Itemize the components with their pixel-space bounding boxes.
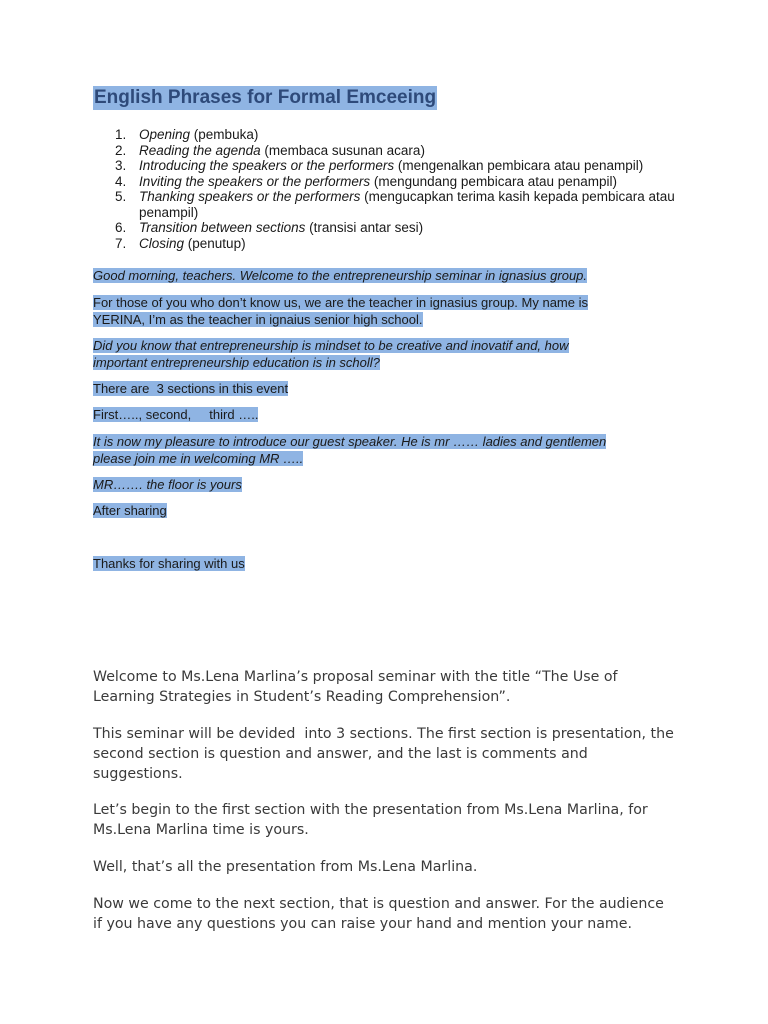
agenda-item	[93, 220, 693, 236]
seminar-qa-line: if you have any questions you can raise your hand and mention your name.	[93, 916, 632, 932]
agenda-number: 7.	[115, 235, 127, 251]
question-line: Did you know that entrepreneurship is mindset to be creative and inovatif and, how	[93, 338, 569, 353]
seminar-begin-line: Ms.Lena Marlina time is yours.	[93, 822, 309, 838]
seminar-qa-paragraph	[93, 894, 683, 934]
agenda-translation: (penutup)	[184, 235, 246, 251]
seminar-sections-line: suggestions.	[93, 766, 183, 782]
agenda-translation: (pembuka)	[190, 127, 259, 142]
greeting-text: Good morning, teachers. Welcome to the entrepreneurship seminar in ignasius group.	[93, 268, 588, 283]
agenda-phrase: Closing	[139, 235, 185, 251]
after-sharing-text: After sharing	[93, 503, 167, 518]
seminar-begin-paragraph	[93, 800, 683, 840]
agenda-number: 2.	[115, 142, 127, 158]
speaker-intro-line: please join me in welcoming MR …..	[93, 451, 304, 466]
agenda-number: 1.	[115, 127, 127, 142]
agenda-phrase: Transition between sections	[139, 220, 306, 235]
agenda-phrase: Reading the agenda	[139, 142, 261, 158]
agenda-translation: (mengenalkan pembicara atau penampil)	[394, 158, 644, 173]
introduction-line: For those of you who don’t know us, we are the teacher in ignasius group. My name is	[93, 295, 588, 310]
agenda-number: 6.	[115, 220, 127, 235]
seminar-sections-paragraph	[93, 724, 683, 784]
seminar-welcome-line: Welcome to Ms.Lena Marlina’s proposal seminar with the title “The Use of	[93, 669, 618, 685]
agenda-translation: (membaca susunan acara)	[260, 142, 425, 158]
agenda-number: 4.	[115, 173, 127, 189]
thanks-text: Thanks for sharing with us	[93, 556, 245, 571]
document-title: English Phrases for Formal Emceeing	[94, 87, 437, 108]
seminar-sections-line: second section is question and answer, and the last is comments and	[93, 746, 588, 762]
agenda-number: 5.	[115, 189, 127, 204]
agenda-item	[93, 158, 693, 174]
agenda-phrase: Inviting the speakers or the performers	[139, 173, 371, 189]
floor-text: MR……. the floor is yours	[93, 477, 242, 492]
agenda-phrase: Thanking speakers or the performers	[139, 189, 361, 204]
seminar-sections-line: This seminar will be devided into 3 sections. The first section is presentation, the	[93, 726, 674, 742]
speaker-intro-paragraph	[93, 433, 693, 467]
sequence-paragraph	[93, 406, 673, 423]
agenda-item	[93, 127, 693, 143]
introduction-paragraph	[93, 294, 673, 328]
agenda-translation: (mengucapkan terima kasih kepada pembicara atau penampil)	[139, 189, 675, 220]
seminar-begin-line: Let’s begin to the first section with the presentation from Ms.Lena Marlina, for	[93, 802, 648, 818]
speaker-intro-line: It is now my pleasure to introduce our guest speaker. He is mr …… ladies and gentlemen	[93, 434, 607, 449]
seminar-end-presentation-paragraph	[93, 857, 683, 877]
question-line: important entrepreneurship education is in scholl?	[93, 355, 380, 370]
seminar-end-presentation-text: Well, that’s all the presentation from Ms.Lena Marlina.	[93, 859, 478, 875]
agenda-item	[93, 174, 693, 190]
sections-paragraph	[93, 380, 673, 397]
sections-text: There are 3 sections in this event	[93, 381, 289, 396]
floor-paragraph	[93, 476, 673, 493]
sequence-text: First….., second, third …..	[93, 407, 259, 422]
agenda-translation: (mengundang pembicara atau penampil)	[370, 173, 618, 189]
agenda-item	[93, 189, 693, 220]
agenda-item	[93, 236, 693, 252]
seminar-welcome-line: Learning Strategies in Student’s Reading Comprehension”.	[93, 689, 511, 705]
agenda-item	[93, 143, 693, 159]
question-paragraph	[93, 337, 673, 371]
agenda-phrase: Introducing the speakers or the performers	[139, 158, 395, 173]
introduction-line: YERINA, I’m as the teacher in ignaius senior high school.	[93, 312, 423, 327]
seminar-qa-line: Now we come to the next section, that is question and answer. For the audience	[93, 896, 664, 912]
agenda-phrase: Opening	[139, 127, 191, 142]
seminar-welcome-paragraph	[93, 667, 683, 707]
thanks-paragraph	[93, 555, 673, 572]
after-sharing-paragraph	[93, 502, 673, 519]
agenda-translation: (transisi antar sesi)	[305, 220, 424, 235]
agenda-list	[93, 127, 693, 251]
agenda-number: 3.	[115, 158, 127, 173]
greeting-paragraph	[93, 267, 673, 284]
